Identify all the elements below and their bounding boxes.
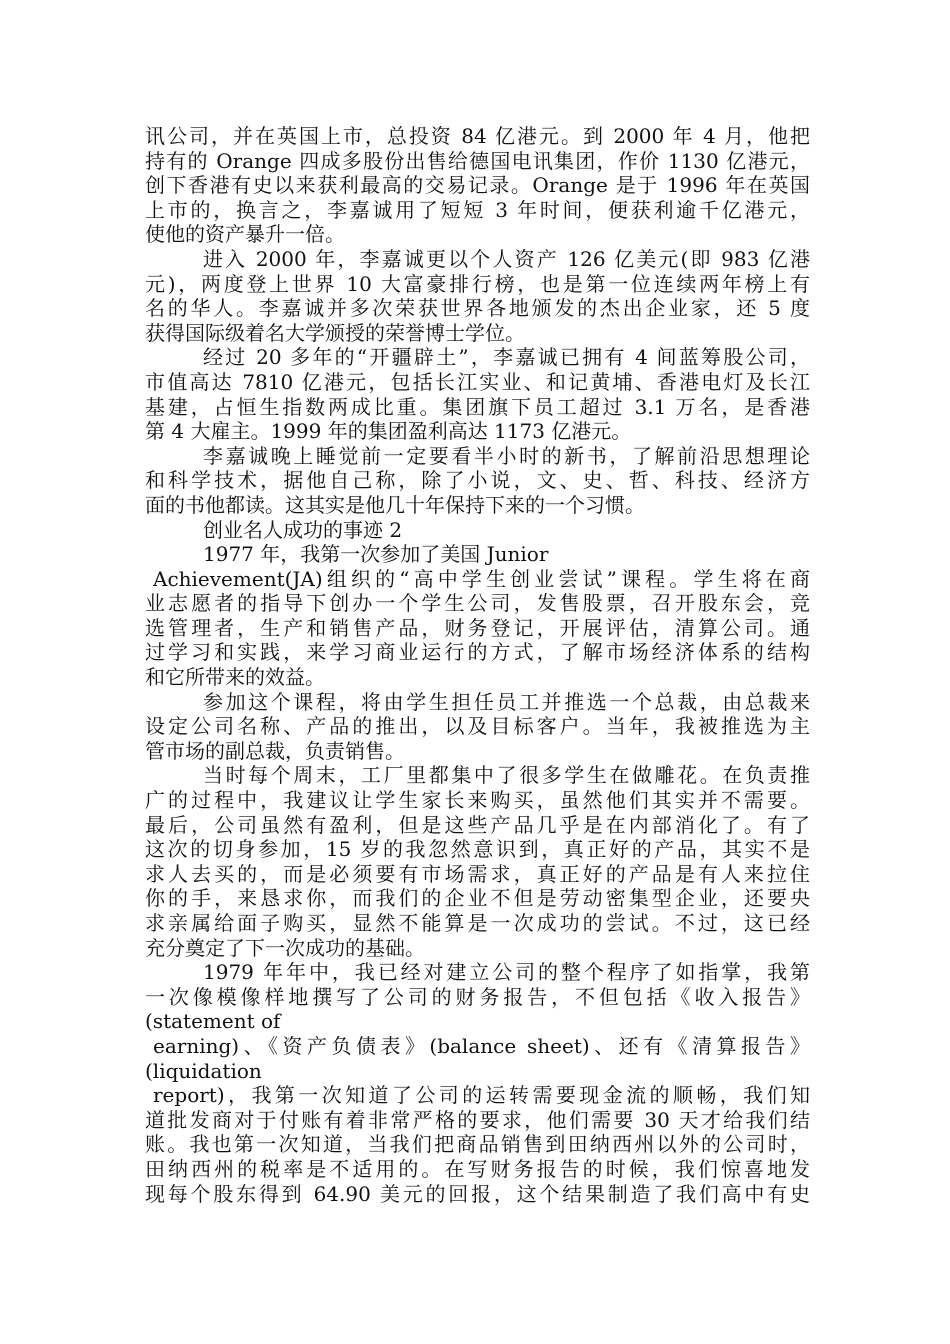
text-line: report)，我第一次知道了公司的运转需要现金流的顺畅，我们知 [153,1083,810,1108]
text-line: 市值高达 7810 亿港元，包括长江实业、和记黄埔、香港电灯及长江 [145,369,810,394]
text-line: 元)，两度登上世界 10 大富豪排行榜，也是第一位连续两年榜上有 [145,271,810,296]
text-line: 李嘉诚晚上睡觉前一定要看半小时的新书，了解前沿思想理论 [203,443,810,468]
text-line: 设定公司名称、产品的推出，以及目标客户。当年，我被推选为主 [145,714,810,739]
text-line: 持有的 Orange 四成多股份出售给德国电讯集团，作价 1130 亿港元， [145,148,810,173]
text-line: 参加这个课程，将由学生担任员工并推选一个总裁，由总裁来 [203,689,810,714]
text-line: 讯公司，并在英国上市，总投资 84 亿港元。到 2000 年 4 月，他把 [145,124,810,148]
text-line: 和科学技术，据他自己称，除了小说，文、史、哲、科技、经济方 [145,468,810,493]
text-line: 求亲属给面子购买，显然不能算是一次成功的尝试。不过，这已经 [145,911,810,935]
text-line: 名的华人。李嘉诚并多次荣获世界各地颁发的杰出企业家，还 5 度 [145,296,810,321]
text-line: 你的手，来恳求你，而我们的企业不但是劳动密集型企业，还要央 [145,886,810,911]
text-line: 面的书他都读。这其实是他几十年保持下来的一个习惯。 [145,492,645,517]
body-text [145,124,810,1206]
text-line: 创下香港有史以来获利最高的交易记录。Orange 是于 1996 年在英国 [145,173,810,198]
text-line: 进入 2000 年，李嘉诚更以个人资产 126 亿美元(即 983 亿港 [203,246,810,271]
text-line: Achievement(JA)组织的“高中学生创业尝试”课程。学生将在商 [153,566,810,591]
text-line: 使他的资产暴升一倍。 [145,222,345,247]
text-line: 充分奠定了下一次成功的基础。 [145,935,425,960]
text-line: (liquidation [145,1058,262,1083]
text-line: 获得国际级着名大学颁授的荣誉博士学位。 [145,320,525,345]
section-heading: 创业名人成功的事迹 2 [203,517,403,542]
text-line: 当时每个周末，工厂里都集中了很多学生在做雕花。在负责推 [203,763,810,788]
text-line: 选管理者，生产和销售产品，财务登记，开展评估，清算公司。通 [145,615,810,640]
text-line: 管市场的副总裁，负责销售。 [145,738,405,763]
text-line: 现每个股东得到 64.90 美元的回报，这个结果制造了我们高中有史 [145,1181,810,1206]
text-line: 1977 年，我第一次参加了美国 Junior [203,542,549,567]
text-line: earning)、《资产负债表》(balance sheet)、还有《清算报告》 [153,1033,810,1058]
text-line: 最后，公司虽然有盈利，但是这些产品几乎是在内部消化了。有了 [145,812,810,837]
text-line: 上市的，换言之，李嘉诚用了短短 3 年时间，便获利逾千亿港元， [145,197,810,222]
text-line: 田纳西州的税率是不适用的。在写财务报告的时候，我们惊喜地发 [145,1156,810,1181]
text-line: 道批发商对于付账有着非常严格的要求，他们需要 30 天才给我们结 [145,1107,810,1132]
text-line: 1979 年年中，我已经对建立公司的整个程序了如指掌，我第 [203,960,810,985]
text-line: 一次像模像样地撰写了公司的财务报告，不但包括《收入报告》 [145,984,810,1009]
text-line: 第 4 大雇主。1999 年的集团盈利高达 1173 亿港元。 [145,419,632,444]
text-line: 基建，占恒生指数两成比重。集团旗下员工超过 3.1 万名，是香港 [145,394,810,419]
text-line: 经过 20 多年的“开疆辟土”，李嘉诚已拥有 4 间蓝筹股公司， [203,345,810,370]
text-line: (statement of [145,1009,281,1034]
text-line: 业志愿者的指导下创办一个学生公司，发售股票，召开股东会，竞 [145,591,810,616]
text-line: 广的过程中，我建议让学生家长来购买，虽然他们其实并不需要。 [145,788,810,813]
text-line: 和它所带来的效益。 [145,665,325,690]
text-line: 账。我也第一次知道，当我们把商品销售到田纳西州以外的公司时， [145,1132,810,1157]
text-line: 这次的切身参加，15 岁的我忽然意识到，真正好的产品，其实不是 [145,837,810,862]
text-line: 求人去买的，而是必须要有市场需求，真正好的产品是有人来拉住 [145,861,810,886]
text-line: 过学习和实践，来学习商业运行的方式，了解市场经济体系的结构 [145,640,810,665]
